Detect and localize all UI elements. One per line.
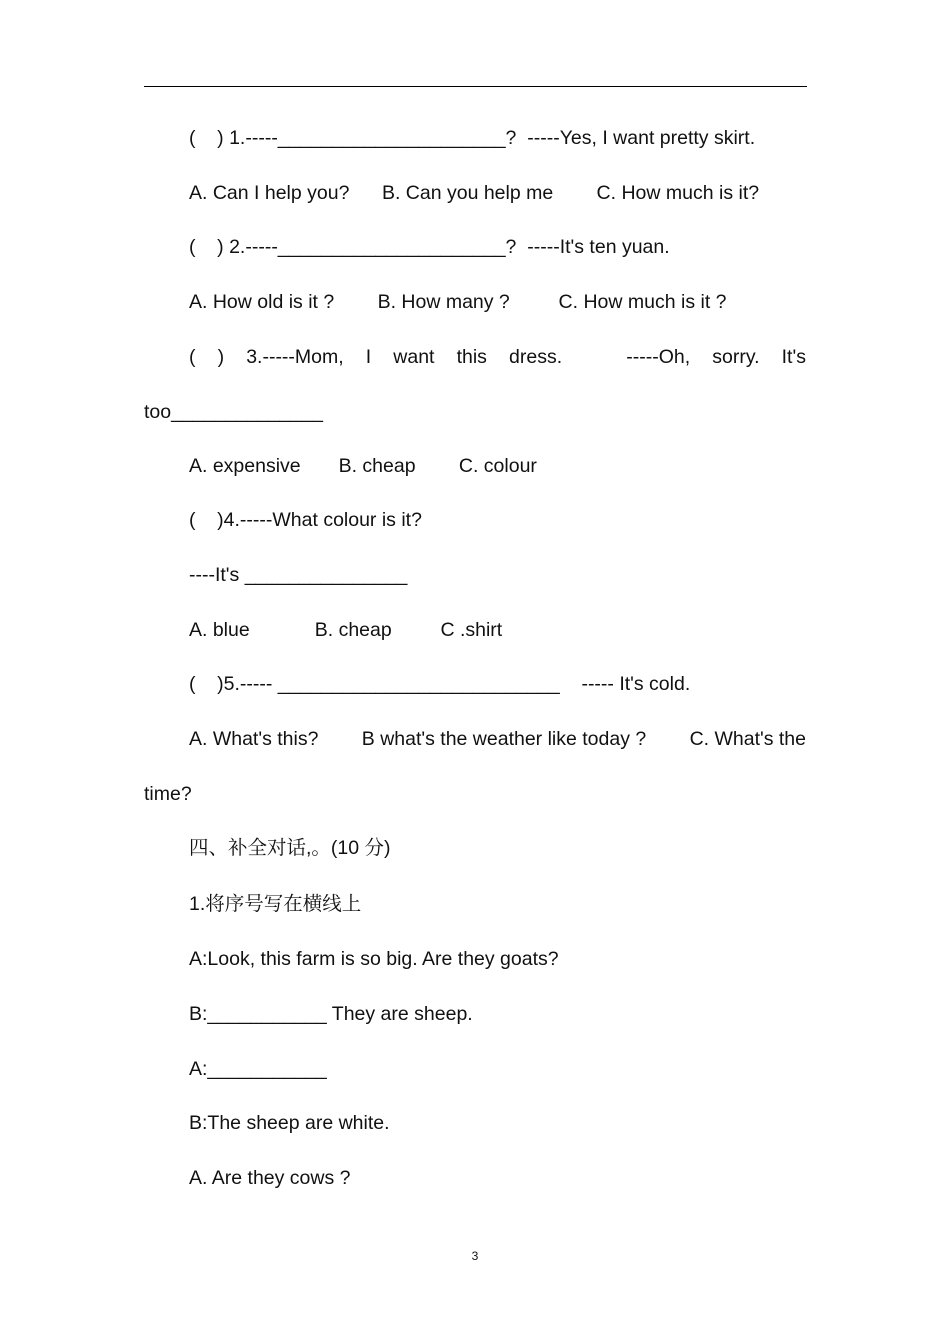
q3-word: sorry. xyxy=(712,346,760,368)
header-rule xyxy=(144,86,807,87)
q3-word: this xyxy=(456,346,487,368)
question-5-continuation: time? xyxy=(144,783,192,805)
question-1-options: A. Can I help you? B. Can you help me C. How much is it? xyxy=(189,182,760,204)
page-number: 3 xyxy=(471,1249,479,1263)
question-4: ( )4.-----What colour is it? xyxy=(189,509,422,531)
question-2-options: A. How old is it ? B. How many ? C. How much is it ? xyxy=(189,291,727,313)
q3-word: want xyxy=(393,346,435,368)
section-4-heading: 四、补全对话,。(10 分) xyxy=(189,837,391,859)
q3-word: It's xyxy=(781,346,806,368)
question-4-options: A. blue B. cheap C .shirt xyxy=(189,619,503,641)
q5-option: B what's the weather like today ? xyxy=(361,728,647,750)
q3-word: I xyxy=(365,346,372,368)
question-4-answer-line: ----It's _______________ xyxy=(189,564,408,586)
question-3 xyxy=(189,345,806,369)
q5-option: C. What's the xyxy=(689,728,806,750)
q3-word: ( xyxy=(189,346,196,368)
section-4-instruction: 1.将序号写在横线上 xyxy=(189,893,362,915)
q3-word: ) xyxy=(217,346,225,368)
dialogue-line: A:Look, this farm is so big. Are they goats? xyxy=(189,948,559,970)
dialogue-line: A:___________ xyxy=(189,1058,327,1080)
q3-word: dress. xyxy=(509,346,563,368)
question-3-continuation: too______________ xyxy=(144,401,323,423)
question-5: ( )5.----- __________________________ ----- It's cold. xyxy=(189,673,691,695)
question-3-options: A. expensive B. cheap C. colour xyxy=(189,455,537,477)
dialogue-line: B:___________ They are sheep. xyxy=(189,1003,473,1025)
question-5-options xyxy=(189,727,806,751)
question-2: ( ) 2.-----_____________________? -----It's ten yuan. xyxy=(189,236,670,258)
dialogue-option: A. Are they cows ? xyxy=(189,1167,351,1189)
dialogue-line: B:The sheep are white. xyxy=(189,1112,390,1134)
q3-word: -----Oh, xyxy=(626,346,691,368)
q3-word: 3.-----Mom, xyxy=(246,346,344,368)
q5-option: A. What's this? xyxy=(189,728,319,750)
question-1: ( ) 1.-----_____________________? -----Yes, I want pretty skirt. xyxy=(189,127,756,149)
